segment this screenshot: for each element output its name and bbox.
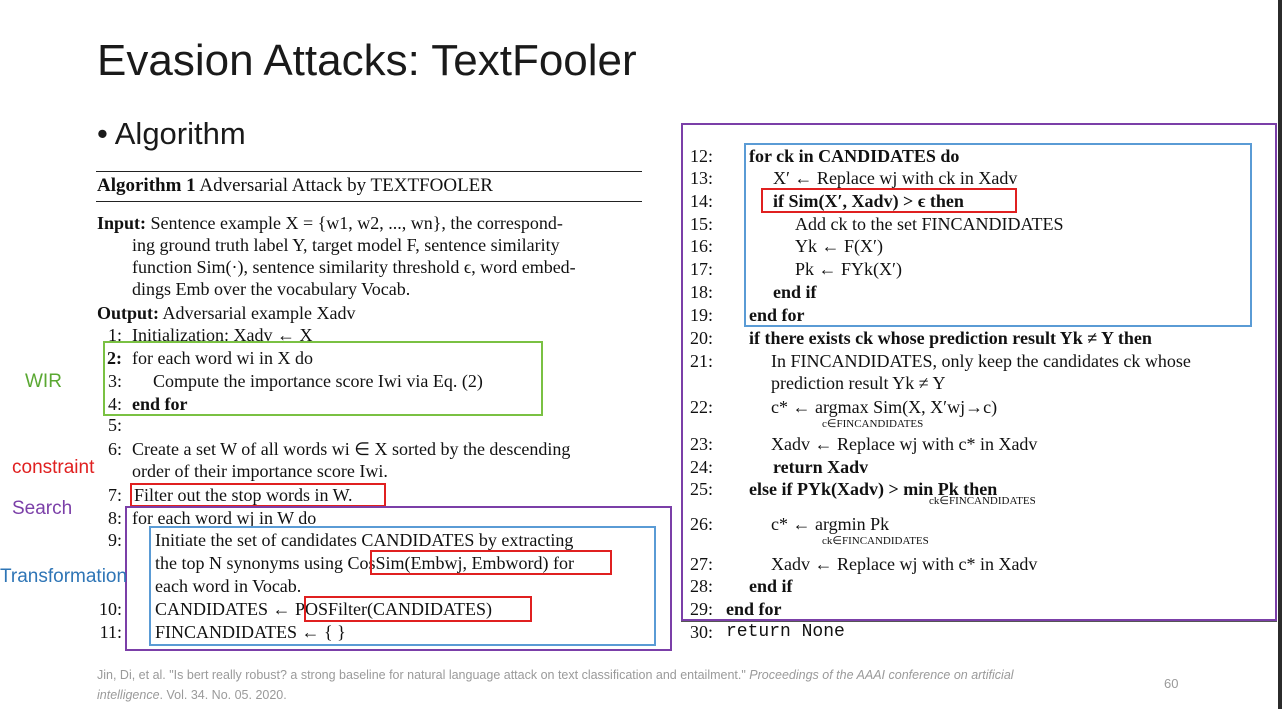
algo-line-11: FINCANDIDATES ← { }	[155, 622, 346, 642]
algo-line-17: Pk ← FYk(X′)	[795, 259, 902, 279]
algo-line-29: end for	[726, 599, 782, 619]
transformation-box	[149, 526, 656, 646]
input-line-1: ing ground truth label Y, target model F, sentence similarity	[132, 235, 560, 255]
citation-rest: . Vol. 34. No. 05. 2020.	[159, 688, 287, 702]
algo-line-15: Add ck to the set FINCANDIDATES	[795, 214, 1064, 234]
line-num: 17:	[690, 259, 714, 279]
line-num: 5:	[107, 415, 122, 435]
line-num: 8:	[107, 508, 122, 528]
line-num: 16:	[690, 236, 714, 256]
posfilter-constraint-box	[304, 596, 532, 622]
input-line-2: function Sim(·), sentence similarity threshold ϵ, word embed-	[132, 257, 576, 277]
algo-line-cont-18: ck∈FINCANDIDATES	[822, 535, 929, 547]
line-num: 18:	[690, 282, 714, 302]
algo-line-3: Compute the importance score Iwi via Eq. (2)	[153, 371, 483, 391]
input-label: Input:	[97, 213, 147, 233]
output-line: Output: Adversarial example Xadv	[97, 303, 356, 323]
algo-line-16: Yk ← F(X′)	[795, 236, 883, 256]
algo-top-rule	[96, 171, 642, 172]
algo-line-24: return Xadv	[773, 457, 869, 477]
line-num: 23:	[690, 434, 714, 454]
algo-line-cont-16: ck∈FINCANDIDATES	[929, 495, 1036, 507]
label-search: Search	[12, 498, 73, 519]
algo-header	[97, 175, 493, 197]
line-num: 28:	[690, 576, 714, 596]
line-num: 24:	[690, 457, 714, 477]
input-line-0: Input: Sentence example X = {w1, w2, ..., wn}, the correspond-	[97, 213, 563, 233]
algo-line-20: if there exists ck whose prediction result Yk ≠ Y then	[749, 328, 1152, 348]
citation	[97, 665, 1057, 705]
algo-line-7: Filter out the stop words in W.	[134, 485, 353, 505]
algo-line-27: Xadv ← Replace wj with c* in Xadv	[771, 554, 1038, 574]
algo-line-26: c* ← argmin Pk	[771, 514, 890, 534]
algo-header-title: Adversarial Attack by TEXTFOOLER	[199, 175, 493, 196]
algo-line-8: for each word wj in W do	[132, 508, 317, 528]
algo-line-22: c* ← argmax Sim(X, X′wj→c)	[771, 397, 998, 417]
line-num: 26:	[690, 514, 714, 534]
input-line-3: dings Emb over the vocabulary Vocab.	[132, 279, 411, 299]
line-num: 30:	[690, 622, 714, 642]
cossim-constraint-box	[370, 550, 612, 575]
algo-line-14: if Sim(X′, Xadv) > ϵ then	[773, 191, 964, 211]
line-num: 7:	[107, 485, 122, 505]
line-num: 13:	[690, 168, 714, 188]
algo-line-25: else if PYk(Xadv) > min Pk then	[749, 479, 998, 499]
wir-box	[103, 341, 543, 416]
algo-line-23: Xadv ← Replace wj with c* in Xadv	[771, 434, 1038, 454]
line-num: 3:	[107, 371, 122, 391]
line-num: 14:	[690, 191, 714, 211]
label-transformation: Transformation	[0, 566, 128, 587]
line-num: 12:	[690, 146, 714, 166]
slide-edge	[1278, 0, 1282, 709]
algo-line-12: for ck in CANDIDATES do	[749, 146, 960, 166]
algo-header-label: Algorithm 1	[97, 175, 196, 196]
page-number: 60	[1164, 676, 1179, 691]
algo-line-cont-10: prediction result Yk ≠ Y	[771, 373, 946, 393]
algo-line-28: end if	[749, 576, 793, 596]
line-num: 27:	[690, 554, 714, 574]
algo-header-rule	[96, 201, 642, 202]
algo-line-1: Initialization: Xadv ← X	[132, 325, 313, 345]
line-num: 19:	[690, 305, 714, 325]
stopword-constraint-box	[130, 483, 386, 507]
algo-line-9c: each word in Vocab.	[155, 576, 302, 596]
algo-line-6: Create a set W of all words wi ∈ X sorted by the descending	[132, 439, 571, 459]
line-num: 11:	[99, 622, 122, 642]
line-num: 2:	[107, 348, 122, 368]
algo-line-cont-12: c∈FINCANDIDATES	[822, 418, 924, 430]
algo-line-13: X′ ← Replace wj with ck in Xadv	[773, 168, 1018, 188]
output-label: Output:	[97, 303, 160, 323]
label-constraint: constraint	[12, 457, 95, 478]
algo-line-18: end if	[773, 282, 817, 302]
line-num: 10:	[98, 599, 122, 619]
algo-line-6b: order of their importance score Iwi.	[132, 461, 388, 481]
line-num: 22:	[690, 397, 714, 417]
line-num: 15:	[690, 214, 714, 234]
algo-line-19: end for	[749, 305, 805, 325]
line-num: 25:	[690, 479, 714, 499]
algo-line-30: return None	[726, 622, 845, 642]
line-num: 4:	[107, 394, 122, 414]
algo-line-2: for each word wi in X do	[132, 348, 313, 368]
line-num: 9:	[107, 530, 122, 550]
algo-line-9: Initiate the set of candidates CANDIDATES by extracting	[155, 530, 574, 550]
algo-line-10: CANDIDATES ← POSFilter(CANDIDATES)	[155, 599, 493, 619]
algo-bottom-rule	[681, 621, 1277, 622]
line-num: 29:	[690, 599, 714, 619]
line-num: 1:	[107, 325, 122, 345]
label-wir: WIR	[25, 371, 62, 392]
algo-line-9b: the top N synonyms using CosSim(Embwj, Embword) for	[155, 553, 574, 573]
bullet-algorithm: • Algorithm	[97, 116, 246, 151]
citation-text: Jin, Di, et al. "Is bert really robust? a strong baseline for natural language attack on text classification and entailment."	[97, 668, 746, 682]
algo-line-4: end for	[132, 394, 188, 414]
line-num: 21:	[690, 351, 714, 371]
slide-title: Evasion Attacks: TextFooler	[97, 36, 637, 85]
citation-venue: Proceedings of the AAAI conference on artificial intelligence	[97, 668, 1014, 702]
line-num: 6:	[107, 439, 122, 459]
line-num: 20:	[690, 328, 714, 348]
algo-line-21: In FINCANDIDATES, only keep the candidates ck whose	[771, 351, 1191, 371]
